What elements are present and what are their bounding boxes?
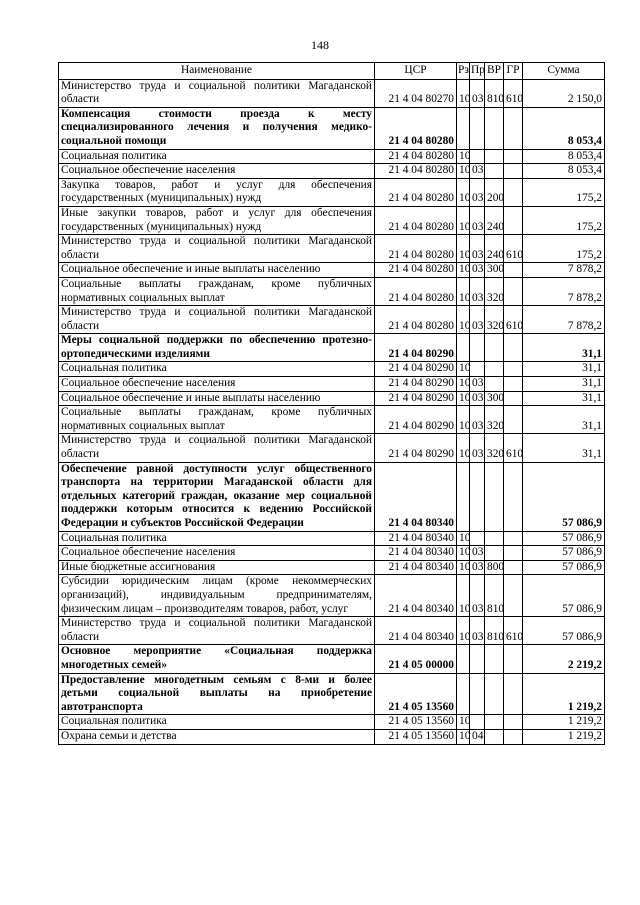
table-row — [59, 235, 605, 263]
table-header-row — [59, 63, 605, 80]
cell-vr: 320 — [485, 406, 504, 434]
cell-rz — [457, 462, 470, 531]
cell-sum: 57 086,9 — [523, 617, 605, 645]
cell-sum: 7 878,2 — [523, 277, 605, 305]
cell-name: Министерство труда и социальной политики Магаданской области — [59, 79, 375, 107]
cell-rz: 10 — [457, 377, 470, 392]
header-gr: ГР — [504, 63, 523, 80]
cell-vr — [485, 462, 504, 531]
cell-name: Иные бюджетные ассигнования — [59, 560, 375, 575]
cell-vr: 200 — [485, 178, 504, 206]
cell-pr: 04 — [470, 729, 485, 744]
table-row — [59, 645, 605, 673]
header-sum: Сумма — [523, 63, 605, 80]
cell-csr: 21 4 05 13560 — [375, 673, 457, 715]
cell-rz — [457, 673, 470, 715]
cell-sum: 175,2 — [523, 178, 605, 206]
cell-csr: 21 4 04 80340 — [375, 546, 457, 561]
cell-gr: 610 — [504, 306, 523, 334]
cell-pr — [470, 462, 485, 531]
cell-vr: 320 — [485, 277, 504, 305]
cell-csr: 21 4 04 80290 — [375, 362, 457, 377]
table-row — [59, 263, 605, 278]
cell-gr — [504, 164, 523, 179]
cell-rz: 10 — [457, 206, 470, 234]
table-row — [59, 715, 605, 730]
cell-vr: 320 — [485, 306, 504, 334]
table-body — [59, 79, 605, 744]
cell-pr: 03 — [470, 235, 485, 263]
cell-gr — [504, 546, 523, 561]
table-row — [59, 149, 605, 164]
cell-vr — [485, 715, 504, 730]
cell-sum: 31,1 — [523, 334, 605, 362]
cell-name: Социальное обеспечение и иные выплаты населению — [59, 391, 375, 406]
table-row — [59, 531, 605, 546]
cell-csr: 21 4 04 80280 — [375, 149, 457, 164]
cell-csr: 21 4 05 00000 — [375, 645, 457, 673]
cell-sum: 57 086,9 — [523, 560, 605, 575]
cell-pr: 03 — [470, 406, 485, 434]
cell-pr — [470, 673, 485, 715]
table-row — [59, 617, 605, 645]
cell-pr: 03 — [470, 178, 485, 206]
cell-csr: 21 4 05 13560 — [375, 715, 457, 730]
cell-gr — [504, 645, 523, 673]
cell-vr — [485, 107, 504, 149]
page-number: 148 — [311, 38, 329, 52]
cell-rz: 10 — [457, 79, 470, 107]
cell-gr: 610 — [504, 235, 523, 263]
header-rz: Рз — [457, 63, 470, 80]
cell-csr: 21 4 04 80290 — [375, 377, 457, 392]
cell-pr: 03 — [470, 617, 485, 645]
cell-pr: 03 — [470, 277, 485, 305]
cell-vr — [485, 531, 504, 546]
cell-csr: 21 4 04 80280 — [375, 178, 457, 206]
cell-name: Обеспечение равной доступности услуг общественного транспорта на территории Магаданской области для отдельных категорий граждан, оказание мер социальной поддержки которым относится к ведению Российской Федерации и субъектов Российской Федерации — [59, 462, 375, 531]
cell-csr: 21 4 04 80280 — [375, 107, 457, 149]
cell-name: Социальное обеспечение населения — [59, 164, 375, 179]
cell-vr: 800 — [485, 560, 504, 575]
cell-pr: 03 — [470, 575, 485, 617]
cell-vr: 810 — [485, 617, 504, 645]
header-vr: ВР — [485, 63, 504, 80]
cell-name: Министерство труда и социальной политики Магаданской области — [59, 235, 375, 263]
table-row — [59, 391, 605, 406]
table-row — [59, 462, 605, 531]
cell-vr — [485, 377, 504, 392]
cell-sum: 57 086,9 — [523, 462, 605, 531]
cell-sum: 2 219,2 — [523, 645, 605, 673]
cell-pr — [470, 715, 485, 730]
cell-csr: 21 4 05 13560 — [375, 729, 457, 744]
cell-pr: 03 — [470, 164, 485, 179]
cell-vr — [485, 645, 504, 673]
cell-gr — [504, 263, 523, 278]
cell-pr: 03 — [470, 79, 485, 107]
cell-name: Предоставление многодетным семьям с 8-ми и более детьми социальной выплаты на приобретение автотранспорта — [59, 673, 375, 715]
header-pr: Пр — [470, 63, 485, 80]
cell-name: Компенсация стоимости проезда к месту специализированного лечения и получения медико-социальной помощи — [59, 107, 375, 149]
cell-csr: 21 4 04 80280 — [375, 235, 457, 263]
cell-rz: 10 — [457, 617, 470, 645]
cell-gr — [504, 107, 523, 149]
cell-sum: 31,1 — [523, 406, 605, 434]
cell-sum: 175,2 — [523, 235, 605, 263]
cell-vr — [485, 164, 504, 179]
cell-rz: 10 — [457, 546, 470, 561]
cell-rz: 10 — [457, 391, 470, 406]
cell-sum: 175,2 — [523, 206, 605, 234]
cell-rz: 10 — [457, 715, 470, 730]
cell-name: Субсидии юридическим лицам (кроме некоммерческих организаций), индивидуальным предпринимателям, физическим лицам – производителям товаров, работ, услуг — [59, 575, 375, 617]
cell-name: Социальная политика — [59, 715, 375, 730]
cell-csr: 21 4 04 80290 — [375, 406, 457, 434]
cell-sum: 1 219,2 — [523, 729, 605, 744]
cell-vr: 300 — [485, 263, 504, 278]
cell-rz: 10 — [457, 277, 470, 305]
cell-pr: 03 — [470, 206, 485, 234]
cell-csr: 21 4 04 80340 — [375, 560, 457, 575]
cell-csr: 21 4 04 80280 — [375, 306, 457, 334]
cell-gr: 610 — [504, 434, 523, 462]
table-row — [59, 334, 605, 362]
cell-rz: 10 — [457, 362, 470, 377]
table-row — [59, 546, 605, 561]
cell-rz: 10 — [457, 235, 470, 263]
cell-vr — [485, 334, 504, 362]
table-row — [59, 107, 605, 149]
cell-rz — [457, 107, 470, 149]
cell-sum: 7 878,2 — [523, 263, 605, 278]
cell-csr: 21 4 04 80340 — [375, 575, 457, 617]
cell-pr — [470, 334, 485, 362]
cell-csr: 21 4 04 80280 — [375, 206, 457, 234]
cell-name: Иные закупки товаров, работ и услуг для обеспечения государственных (муниципальных) нужд — [59, 206, 375, 234]
cell-rz — [457, 645, 470, 673]
cell-gr: 610 — [504, 79, 523, 107]
cell-sum: 1 219,2 — [523, 715, 605, 730]
table-row — [59, 377, 605, 392]
cell-sum: 31,1 — [523, 362, 605, 377]
cell-gr — [504, 206, 523, 234]
cell-rz — [457, 334, 470, 362]
cell-rz: 10 — [457, 531, 470, 546]
cell-vr: 240 — [485, 206, 504, 234]
cell-gr — [504, 377, 523, 392]
cell-gr — [504, 462, 523, 531]
table-row — [59, 79, 605, 107]
cell-name: Социальное обеспечение и иные выплаты населению — [59, 263, 375, 278]
cell-csr: 21 4 04 80340 — [375, 462, 457, 531]
cell-name: Социальное обеспечение населения — [59, 377, 375, 392]
cell-name: Меры социальной поддержки по обеспечению протезно-ортопедическими изделиями — [59, 334, 375, 362]
cell-csr: 21 4 04 80340 — [375, 531, 457, 546]
cell-sum: 8 053,4 — [523, 164, 605, 179]
cell-rz: 10 — [457, 560, 470, 575]
cell-vr — [485, 673, 504, 715]
cell-vr — [485, 362, 504, 377]
cell-gr — [504, 362, 523, 377]
cell-sum: 31,1 — [523, 391, 605, 406]
table-row — [59, 178, 605, 206]
cell-name: Социальное обеспечение населения — [59, 546, 375, 561]
cell-gr — [504, 531, 523, 546]
table-row — [59, 306, 605, 334]
cell-sum: 57 086,9 — [523, 546, 605, 561]
cell-vr: 240 — [485, 235, 504, 263]
cell-gr — [504, 729, 523, 744]
cell-rz: 10 — [457, 406, 470, 434]
cell-rz: 10 — [457, 575, 470, 617]
cell-csr: 21 4 04 80280 — [375, 277, 457, 305]
cell-vr: 810 — [485, 79, 504, 107]
cell-vr — [485, 729, 504, 744]
cell-sum: 7 878,2 — [523, 306, 605, 334]
cell-gr — [504, 334, 523, 362]
table-row — [59, 164, 605, 179]
cell-gr: 610 — [504, 617, 523, 645]
table-row — [59, 406, 605, 434]
cell-rz: 10 — [457, 149, 470, 164]
cell-gr — [504, 277, 523, 305]
cell-pr: 03 — [470, 377, 485, 392]
cell-name: Министерство труда и социальной политики Магаданской области — [59, 434, 375, 462]
table-row — [59, 673, 605, 715]
cell-pr: 03 — [470, 560, 485, 575]
cell-gr — [504, 406, 523, 434]
cell-sum: 8 053,4 — [523, 107, 605, 149]
cell-pr — [470, 645, 485, 673]
cell-pr: 03 — [470, 306, 485, 334]
cell-rz: 10 — [457, 164, 470, 179]
table-row — [59, 434, 605, 462]
cell-gr — [504, 178, 523, 206]
cell-sum: 8 053,4 — [523, 149, 605, 164]
cell-vr — [485, 149, 504, 164]
cell-gr — [504, 560, 523, 575]
cell-vr: 320 — [485, 434, 504, 462]
cell-sum: 57 086,9 — [523, 531, 605, 546]
cell-pr: 03 — [470, 546, 485, 561]
cell-name: Министерство труда и социальной политики Магаданской области — [59, 617, 375, 645]
cell-rz: 10 — [457, 434, 470, 462]
cell-pr — [470, 362, 485, 377]
cell-gr — [504, 149, 523, 164]
cell-name: Министерство труда и социальной политики Магаданской области — [59, 306, 375, 334]
cell-pr — [470, 149, 485, 164]
cell-pr: 03 — [470, 434, 485, 462]
table-row — [59, 277, 605, 305]
cell-sum: 31,1 — [523, 377, 605, 392]
cell-name: Социальная политика — [59, 531, 375, 546]
cell-rz: 10 — [457, 263, 470, 278]
cell-csr: 21 4 04 80270 — [375, 79, 457, 107]
table-row — [59, 206, 605, 234]
cell-rz: 10 — [457, 178, 470, 206]
table-row — [59, 560, 605, 575]
table-row — [59, 362, 605, 377]
header-csr: ЦСР — [375, 63, 457, 80]
cell-sum: 1 219,2 — [523, 673, 605, 715]
cell-name: Охрана семьи и детства — [59, 729, 375, 744]
cell-csr: 21 4 04 80340 — [375, 617, 457, 645]
cell-vr: 810 — [485, 575, 504, 617]
cell-sum: 57 086,9 — [523, 575, 605, 617]
cell-vr: 300 — [485, 391, 504, 406]
header-name: Наименование — [59, 63, 375, 80]
cell-csr: 21 4 04 80290 — [375, 391, 457, 406]
cell-name: Социальные выплаты гражданам, кроме публичных нормативных социальных выплат — [59, 406, 375, 434]
cell-vr — [485, 546, 504, 561]
cell-name: Социальная политика — [59, 362, 375, 377]
cell-pr: 03 — [470, 391, 485, 406]
cell-name: Закупка товаров, работ и услуг для обеспечения государственных (муниципальных) нужд — [59, 178, 375, 206]
cell-rz: 10 — [457, 306, 470, 334]
cell-gr — [504, 673, 523, 715]
cell-csr: 21 4 04 80290 — [375, 334, 457, 362]
cell-gr — [504, 391, 523, 406]
table-row — [59, 575, 605, 617]
cell-csr: 21 4 04 80280 — [375, 164, 457, 179]
cell-sum: 31,1 — [523, 434, 605, 462]
budget-table — [58, 62, 605, 745]
cell-pr — [470, 107, 485, 149]
cell-name: Социальная политика — [59, 149, 375, 164]
cell-sum: 2 150,0 — [523, 79, 605, 107]
cell-gr — [504, 575, 523, 617]
table-row — [59, 729, 605, 744]
cell-pr — [470, 531, 485, 546]
cell-name: Социальные выплаты гражданам, кроме публичных нормативных социальных выплат — [59, 277, 375, 305]
cell-csr: 21 4 04 80290 — [375, 434, 457, 462]
cell-pr: 03 — [470, 263, 485, 278]
cell-csr: 21 4 04 80280 — [375, 263, 457, 278]
cell-name: Основное мероприятие «Социальная поддержка многодетных семей» — [59, 645, 375, 673]
cell-rz: 10 — [457, 729, 470, 744]
cell-gr — [504, 715, 523, 730]
